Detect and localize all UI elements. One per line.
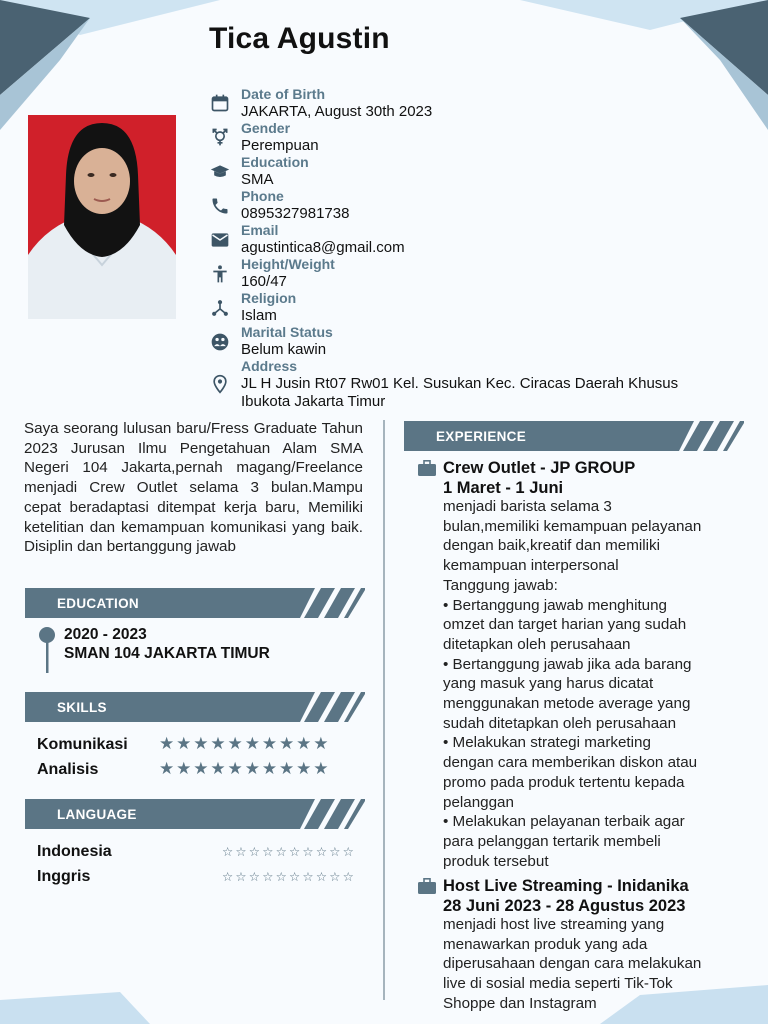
dob-label: Date of Birth [241,86,325,102]
gender-label: Gender [241,120,291,136]
education-heading-banner [25,588,365,618]
education-label: Education [241,154,309,170]
graduation-cap-icon [210,162,230,182]
profile-summary: Saya seorang lulusan baru/Fress Graduate Tahun 2023 Jurusan Ilmu Pengetahuan Alam SMA Negeri 104 Jakarta,pernah magang/Freelance menjadi Crew Outlet selama 3 bulan.Mampu cepat beradaptasi ditempat kerja baru, Memiliki ketelitian dan kemampuan komunikasi yang baik. Disiplin dan bertanggung jawab [24,420,363,556]
skills-heading: SKILLS [57,700,107,715]
experience-description: menjadi host live streaming yang menawarkan produk yang ada diperusahaan dengan cara melakukan live di sosial media seperti Tik-Tok Shoppe dan Instagram [443,916,702,1012]
phone-icon [210,196,230,216]
skill-rating-stars: ★★★★★★★★★★ [159,734,331,753]
education-value: SMA [241,171,274,188]
height-weight-value: 160/47 [241,273,287,290]
religion-icon [210,298,230,318]
education-school: SMAN 104 JAKARTA TIMUR [64,645,270,662]
address-label: Address [241,358,298,374]
skill-rating-stars: ★★★★★★★★★★ [159,759,331,778]
language-heading: LANGUAGE [57,807,137,822]
email-label: Email [241,222,279,238]
experience-heading-banner [404,421,744,451]
email-value: agustintica8@gmail.com [241,239,405,256]
person-icon [210,264,230,284]
language-heading-banner [25,799,365,829]
phone-label: Phone [241,188,284,204]
language-name: Indonesia [37,843,112,860]
experience-company: Host Live Streaming - Inidanika [443,877,689,895]
skills-heading-banner [25,692,365,722]
education-heading: EDUCATION [57,596,139,611]
marital-icon [210,332,230,352]
religion-label: Religion [241,290,297,306]
religion-value: Islam [241,307,277,324]
height-weight-label: Height/Weight [241,256,335,272]
experience-company: Crew Outlet - JP GROUP [443,459,636,477]
briefcase-icon [418,460,436,476]
language-rating-stars: ☆☆☆☆☆☆☆☆☆☆ [222,845,357,859]
address-value-line1: JL H Jusin Rt07 Rw01 Kel. Susukan Kec. Ciracas Daerah Khusus [241,375,679,392]
location-pin-icon [210,374,230,394]
experience-description: menjadi barista selama 3 bulan,memiliki kemampuan pelayanan dengan baik,kreatif dan memiliki kemampuan interpersonal Tanggung jawab: • Bertanggung jawab menghitung omzet dan target harian yang sudah ditetapkan oleh perusahaan • Bertanggung jawab jika ada barang yang masuk yang harus dicatat menggunakan metode average yang sudah ditetapkan oleh perusahaan • Melakukan strategi marketing dengan cara memberikan diskon atau promo pada produk tertentu kepada pelanggan • Melakukan pelayanan terbaik agar para pelanggan tertarik membeli produk tersebut [443,498,702,870]
gender-value: Perempuan [241,137,319,154]
marital-value: Belum kawin [241,341,327,358]
profile-photo [28,115,176,319]
experience-dates: 1 Maret - 1 Juni [443,479,564,497]
experience-heading: EXPERIENCE [436,429,527,444]
experience-dates: 28 Juni 2023 - 28 Agustus 2023 [443,897,686,915]
timeline-marker [37,625,57,685]
education-years: 2020 - 2023 [64,626,147,643]
address-value-line2: Ibukota Jakarta Timur [241,393,386,410]
briefcase-icon [418,878,436,894]
skill-name: Komunikasi [37,736,128,753]
candidate-name: Tica Agustin [209,22,390,55]
language-rating-stars: ☆☆☆☆☆☆☆☆☆☆ [222,870,357,884]
email-icon [210,230,230,250]
phone-value: 0895327981738 [241,205,350,222]
gender-icon [210,127,230,147]
calendar-icon [210,93,230,113]
marital-label: Marital Status [241,324,333,340]
dob-value: JAKARTA, August 30th 2023 [241,103,433,120]
skill-name: Analisis [37,761,99,778]
column-divider [383,420,385,1000]
language-name: Inggris [37,868,91,885]
